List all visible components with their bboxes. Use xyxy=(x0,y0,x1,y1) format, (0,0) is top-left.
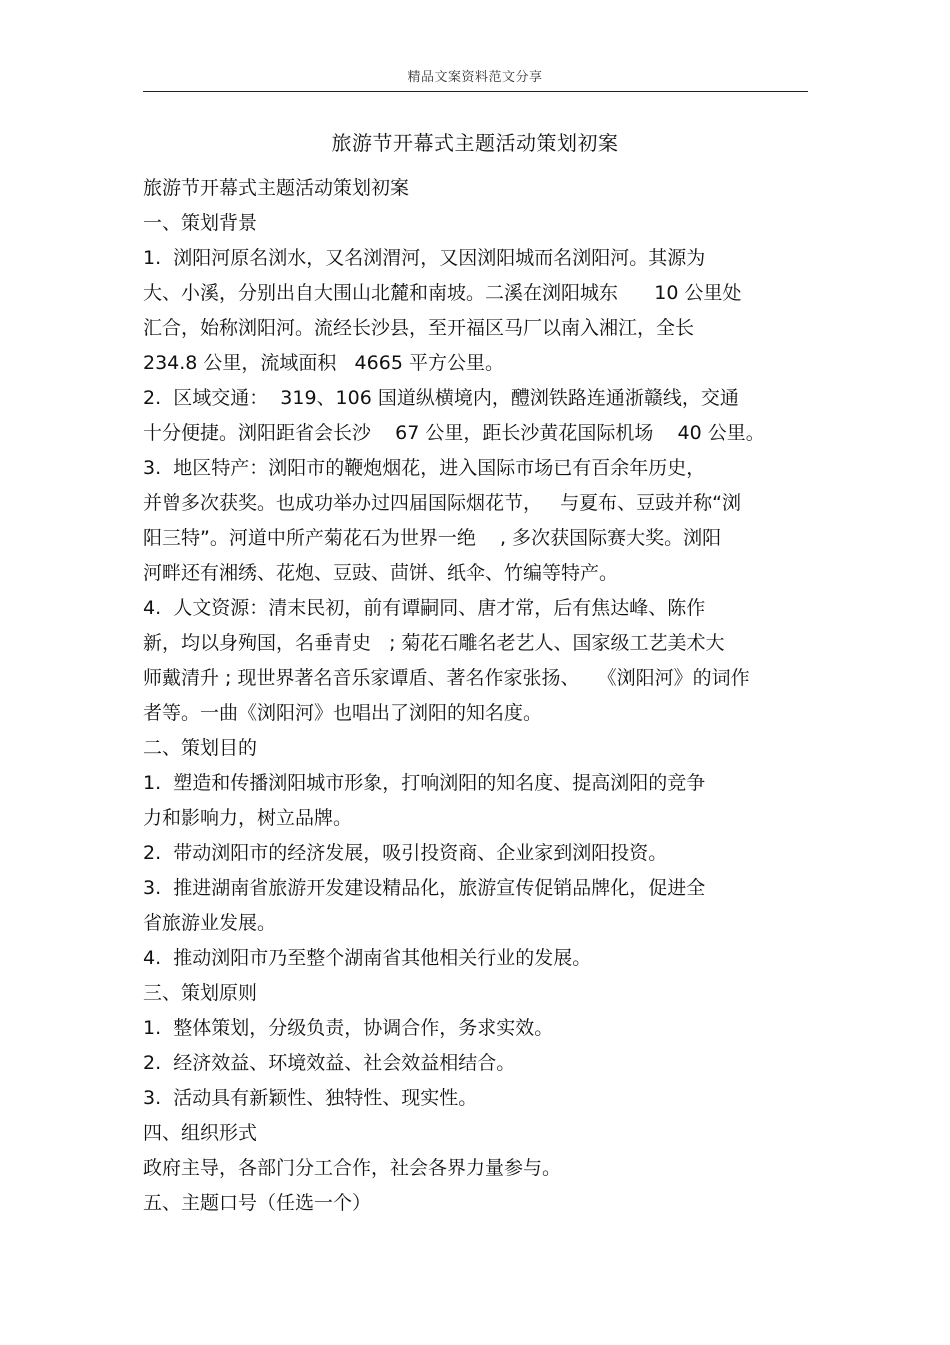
text-line: 汇合，始称浏阳河。流经长沙县，至开福区马厂以南入湘江，全长 xyxy=(143,317,695,339)
text-line: 旅游节开幕式主题活动策划初案 xyxy=(143,177,410,199)
text-line: 234.8 公里，流域面积 4665 平方公里。 xyxy=(143,352,504,374)
text-line: 省旅游业发展。 xyxy=(143,912,277,934)
text-line: 3. 地区特产：浏阳市的鞭炮烟花，进入国际市场已有百余年历史， xyxy=(143,457,706,479)
text-line: 阳三特”。河道中所产菊花石为世界一绝 , 多次获国际赛大奖。浏阳 xyxy=(143,527,722,549)
text-line: 1. 整体策划，分级负责，协调合作，务求实效。 xyxy=(143,1017,554,1039)
text-line: 2. 区域交通： 319、106 国道纵横境内，醴浏铁路连通浙赣线，交通 xyxy=(143,387,739,409)
section-heading: 四、组织形式 xyxy=(143,1122,258,1144)
text-line: 大、小溪，分别出自大围山北麓和南坡。二溪在浏阳城东 10 公里处 xyxy=(143,282,742,304)
text-line: 力和影响力，树立品牌。 xyxy=(143,807,353,829)
text-line: 3. 推进湖南省旅游开发建设精品化，旅游宣传促销品牌化，促进全 xyxy=(143,877,706,899)
text-line: 并曾多次获奖。也成功举办过四届国际烟花节， 与夏布、豆豉并称“浏 xyxy=(143,492,741,514)
text-line: 2. 经济效益、环境效益、社会效益相结合。 xyxy=(143,1052,516,1074)
header-rule xyxy=(143,91,808,92)
text-line: 4. 人文资源：清末民初，前有谭嗣同、唐才常，后有焦达峰、陈作 xyxy=(143,597,706,619)
text-line: 政府主导，各部门分工合作，社会各界力量参与。 xyxy=(143,1157,562,1179)
document-title: 旅游节开幕式主题活动策划初案 xyxy=(331,131,619,155)
text-line: 3. 活动具有新颖性、独特性、现实性。 xyxy=(143,1087,478,1109)
text-line: 1. 浏阳河原名浏水，又名浏渭河，又因浏阳城而名浏阳河。其源为 xyxy=(143,247,706,269)
page-header: 精品文案资料范文分享 xyxy=(407,70,543,85)
text-line: 2. 带动浏阳市的经济发展，吸引投资商、企业家到浏阳投资。 xyxy=(143,842,668,864)
section-heading: 一、策划背景 xyxy=(143,212,258,234)
text-line: 新，均以身殉国，名垂青史 ; 菊花石雕名老艺人、国家级工艺美术大 xyxy=(143,632,725,654)
text-line: 十分便捷。浏阳距省会长沙 67 公里，距长沙黄花国际机场 40 公里。 xyxy=(143,422,765,444)
text-line: 师戴清升 ; 现世界著名音乐家谭盾、著名作家张扬、 《浏阳河》的词作 xyxy=(143,667,750,689)
text-line: 河畔还有湘绣、花炮、豆豉、茴饼、纸伞、竹编等特产。 xyxy=(143,562,619,584)
section-heading: 五、主题口号（任选一个） xyxy=(143,1192,372,1214)
section-heading: 三、策划原则 xyxy=(143,982,258,1004)
text-line: 1. 塑造和传播浏阳城市形象，打响浏阳的知名度、提高浏阳的竞争 xyxy=(143,772,706,794)
section-heading: 二、策划目的 xyxy=(143,737,258,759)
document-body xyxy=(143,171,823,1221)
text-line: 4. 推动浏阳市乃至整个湖南省其他相关行业的发展。 xyxy=(143,947,592,969)
text-line: 者等。一曲《浏阳河》也唱出了浏阳的知名度。 xyxy=(143,702,543,724)
